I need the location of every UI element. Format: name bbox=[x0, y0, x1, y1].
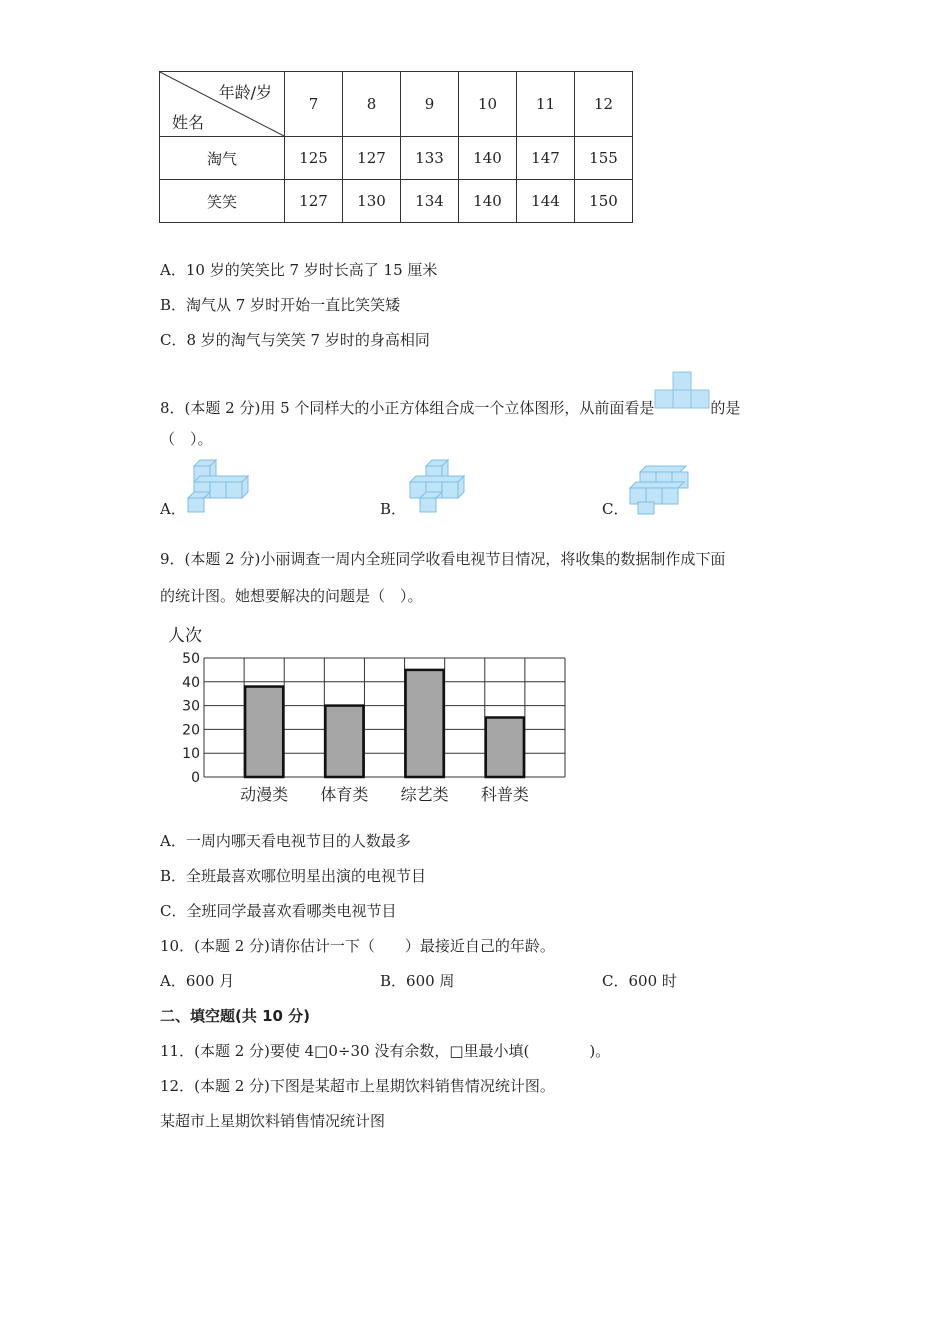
section-heading: 二、填空题(共 10 分) bbox=[160, 1007, 311, 1025]
chart-xlabels bbox=[240, 785, 529, 804]
age-header: 年龄/岁 bbox=[218, 83, 272, 102]
cube-figure-a-icon bbox=[186, 456, 262, 516]
age-cell: 8 bbox=[343, 72, 401, 137]
chart-yticks bbox=[182, 651, 200, 786]
q8-stem-end: 的是 bbox=[710, 399, 741, 417]
x-tick-label: 体育类 bbox=[320, 785, 369, 804]
table-cell: 125 bbox=[285, 137, 343, 180]
q8-option-c-label: C． bbox=[602, 500, 629, 518]
table-corner-cell bbox=[160, 72, 285, 137]
table-cell: 150 bbox=[575, 180, 633, 223]
q10-stem: 10．(本题 2 分)请你估计一下（ ）最接近自己的年龄。 bbox=[160, 937, 555, 955]
y-tick-label: 30 bbox=[182, 698, 200, 715]
chart-bars bbox=[245, 670, 524, 777]
q8-option-c-cubes bbox=[626, 462, 696, 516]
bar bbox=[486, 718, 524, 778]
tv-survey-chart bbox=[160, 620, 580, 810]
q8-stem bbox=[160, 383, 740, 421]
table-row bbox=[160, 137, 633, 180]
row-name: 笑笑 bbox=[160, 180, 285, 223]
front-view-icon bbox=[654, 371, 710, 409]
height-table bbox=[159, 71, 633, 223]
row-name: 淘气 bbox=[160, 137, 285, 180]
table-cell: 140 bbox=[459, 180, 517, 223]
x-tick-label: 科普类 bbox=[480, 785, 529, 804]
cube-figure-c-icon bbox=[626, 462, 696, 516]
table-cell: 155 bbox=[575, 137, 633, 180]
table-cell: 134 bbox=[401, 180, 459, 223]
q8-option-b-cubes bbox=[406, 456, 482, 516]
q10-option-a: A．600 月 bbox=[160, 972, 235, 990]
q7-option-b: B．淘气从 7 岁时开始一直比笑笑矮 bbox=[160, 296, 401, 314]
q9-option-b: B．全班最喜欢哪位明星出演的电视节目 bbox=[160, 867, 427, 885]
x-tick-label: 动漫类 bbox=[240, 785, 289, 804]
q8-stem-text: 8．(本题 2 分)用 5 个同样大的小正方体组合成一个立体图形，从前面看是 bbox=[160, 399, 655, 417]
q8-option-a-label: A． bbox=[160, 500, 186, 518]
front-view-figure bbox=[654, 383, 710, 421]
q9-option-c: C．全班同学最喜欢看哪类电视节目 bbox=[160, 902, 397, 920]
q7-option-c: C．8 岁的淘气与笑笑 7 岁时的身高相同 bbox=[160, 331, 430, 349]
table-cell: 127 bbox=[285, 180, 343, 223]
table-row bbox=[160, 180, 633, 223]
table-cell: 130 bbox=[343, 180, 401, 223]
chart-ylabel: 人次 bbox=[168, 626, 202, 646]
table-cell: 144 bbox=[517, 180, 575, 223]
age-cell: 7 bbox=[285, 72, 343, 137]
bar bbox=[325, 706, 363, 777]
bar bbox=[245, 687, 283, 777]
q9-stem-line1: 9．(本题 2 分)小丽调查一周内全班同学收看电视节目情况，将收集的数据制作成下面 bbox=[160, 550, 726, 568]
x-tick-label: 综艺类 bbox=[400, 785, 449, 804]
table-cell: 127 bbox=[343, 137, 401, 180]
q8-option-a-cubes bbox=[186, 456, 262, 516]
q9-stem-line2: 的统计图。她想要解决的问题是（ ）。 bbox=[160, 587, 423, 605]
q12-chart-caption: 某超市上星期饮料销售情况统计图 bbox=[160, 1112, 386, 1130]
age-cell: 11 bbox=[517, 72, 575, 137]
q8-blank: （ ）。 bbox=[160, 430, 213, 448]
age-cell: 12 bbox=[575, 72, 633, 137]
q10-option-b: B．600 周 bbox=[380, 972, 455, 990]
cube-figure-b-icon bbox=[406, 456, 482, 516]
q8-option-b-label: B． bbox=[380, 500, 407, 518]
y-tick-label: 20 bbox=[182, 722, 200, 739]
q12-stem: 12．(本题 2 分)下图是某超市上星期饮料销售情况统计图。 bbox=[160, 1077, 555, 1095]
y-tick-label: 40 bbox=[182, 674, 200, 691]
name-header: 姓名 bbox=[172, 113, 205, 132]
y-tick-label: 50 bbox=[182, 651, 200, 667]
table-cell: 147 bbox=[517, 137, 575, 180]
q7-option-a: A．10 岁的笑笑比 7 岁时长高了 15 厘米 bbox=[160, 261, 438, 279]
bar bbox=[406, 670, 444, 777]
y-tick-label: 10 bbox=[182, 746, 200, 763]
age-cell: 9 bbox=[401, 72, 459, 137]
table-cell: 140 bbox=[459, 137, 517, 180]
q10-option-c: C．600 时 bbox=[602, 972, 677, 990]
q11-stem: 11．(本题 2 分)要使 4□0÷30 没有余数，□里最小填( )。 bbox=[160, 1042, 611, 1060]
age-cell: 10 bbox=[459, 72, 517, 137]
table-cell: 133 bbox=[401, 137, 459, 180]
y-tick-label: 0 bbox=[191, 770, 200, 786]
q9-option-a: A．一周内哪天看电视节目的人数最多 bbox=[160, 832, 411, 850]
